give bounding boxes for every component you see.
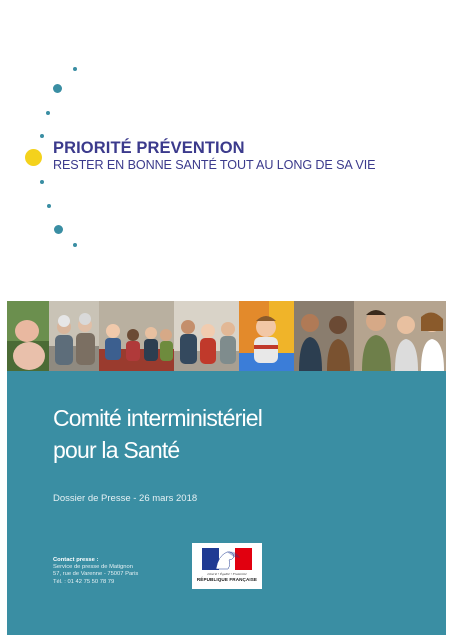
marianne-flag-icon (202, 548, 252, 570)
decorative-dot (53, 84, 62, 93)
press-contact-line: 57, rue de Varenne - 75007 Paris (53, 571, 139, 578)
press-contact (53, 557, 193, 586)
photo-strip (7, 301, 446, 371)
decorative-dot (40, 134, 44, 138)
press-contact-line: Service de presse de Matignon (53, 564, 133, 571)
press-contact-line: Tél. : 01 42 75 50 78 79 (53, 578, 115, 585)
decorative-dot (40, 180, 44, 184)
cover-date: Dossier de Presse - 26 mars 2018 (53, 493, 198, 504)
logo-motto: Liberté • Égalité • Fraternité (207, 572, 247, 576)
cover-panel (7, 371, 446, 635)
cover-title-line2: pour la Santé (53, 437, 180, 463)
photo-children (99, 301, 174, 371)
header-title: PRIORITÉ PRÉVENTION (53, 139, 245, 157)
decorative-dot-highlight (25, 149, 42, 166)
photo-family (174, 301, 239, 371)
photo-toddler (239, 301, 294, 371)
decorative-dot (73, 243, 77, 247)
logo-name: RÉPUBLIQUE FRANÇAISE (196, 577, 258, 582)
header-title-block (53, 138, 448, 173)
republique-francaise-logo (192, 543, 262, 589)
decorative-dot (73, 67, 77, 71)
decorative-dot (46, 111, 50, 115)
header-subtitle: RESTER EN BONNE SANTÉ TOUT AU LONG DE SA VIE (53, 158, 376, 172)
decorative-dot (54, 225, 63, 234)
photo-seniors (49, 301, 99, 371)
cover-title-line1: Comité interministériel (53, 405, 263, 431)
photo-baby (7, 301, 49, 371)
press-contact-title: Contact presse : (53, 557, 99, 563)
cover-title (53, 402, 433, 466)
photo-adults (294, 301, 446, 371)
decorative-dot (47, 204, 51, 208)
